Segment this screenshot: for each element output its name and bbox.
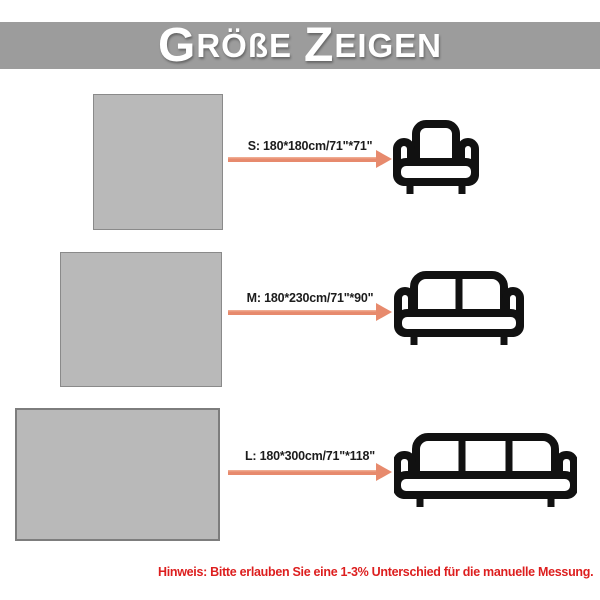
armchair-icon — [393, 120, 479, 198]
arrow-head — [376, 463, 392, 481]
arrow-head — [376, 150, 392, 168]
size-label-l: L: 180*300cm/71"*118" — [245, 449, 375, 463]
arrow-shaft — [228, 157, 376, 162]
page-title-part-1: RÖßE — [196, 27, 292, 64]
arrow-head — [376, 303, 392, 321]
measurement-note: Hinweis: Bitte erlauben Sie eine 1-3% Unterschied für die manuelle Messung. — [158, 565, 594, 579]
arrow-m-icon — [228, 303, 392, 321]
size-swatch-l — [15, 408, 220, 541]
page-title-initial-1: G — [157, 18, 197, 72]
header-banner — [0, 18, 600, 72]
size-swatch-s — [93, 94, 223, 230]
page-title-initial-2: Z — [303, 18, 335, 72]
arrow-shaft — [228, 310, 376, 315]
size-swatch-m — [60, 252, 222, 387]
sofa-icon — [394, 433, 577, 509]
loveseat-icon — [394, 271, 524, 347]
page-title-part-2: EIGEN — [334, 27, 443, 64]
size-label-m: M: 180*230cm/71"*90" — [246, 291, 374, 305]
arrow-s-icon — [228, 150, 392, 168]
arrow-l-icon — [228, 463, 392, 481]
arrow-shaft — [228, 470, 376, 475]
size-label-s: S: 180*180cm/71"*71" — [247, 139, 373, 153]
